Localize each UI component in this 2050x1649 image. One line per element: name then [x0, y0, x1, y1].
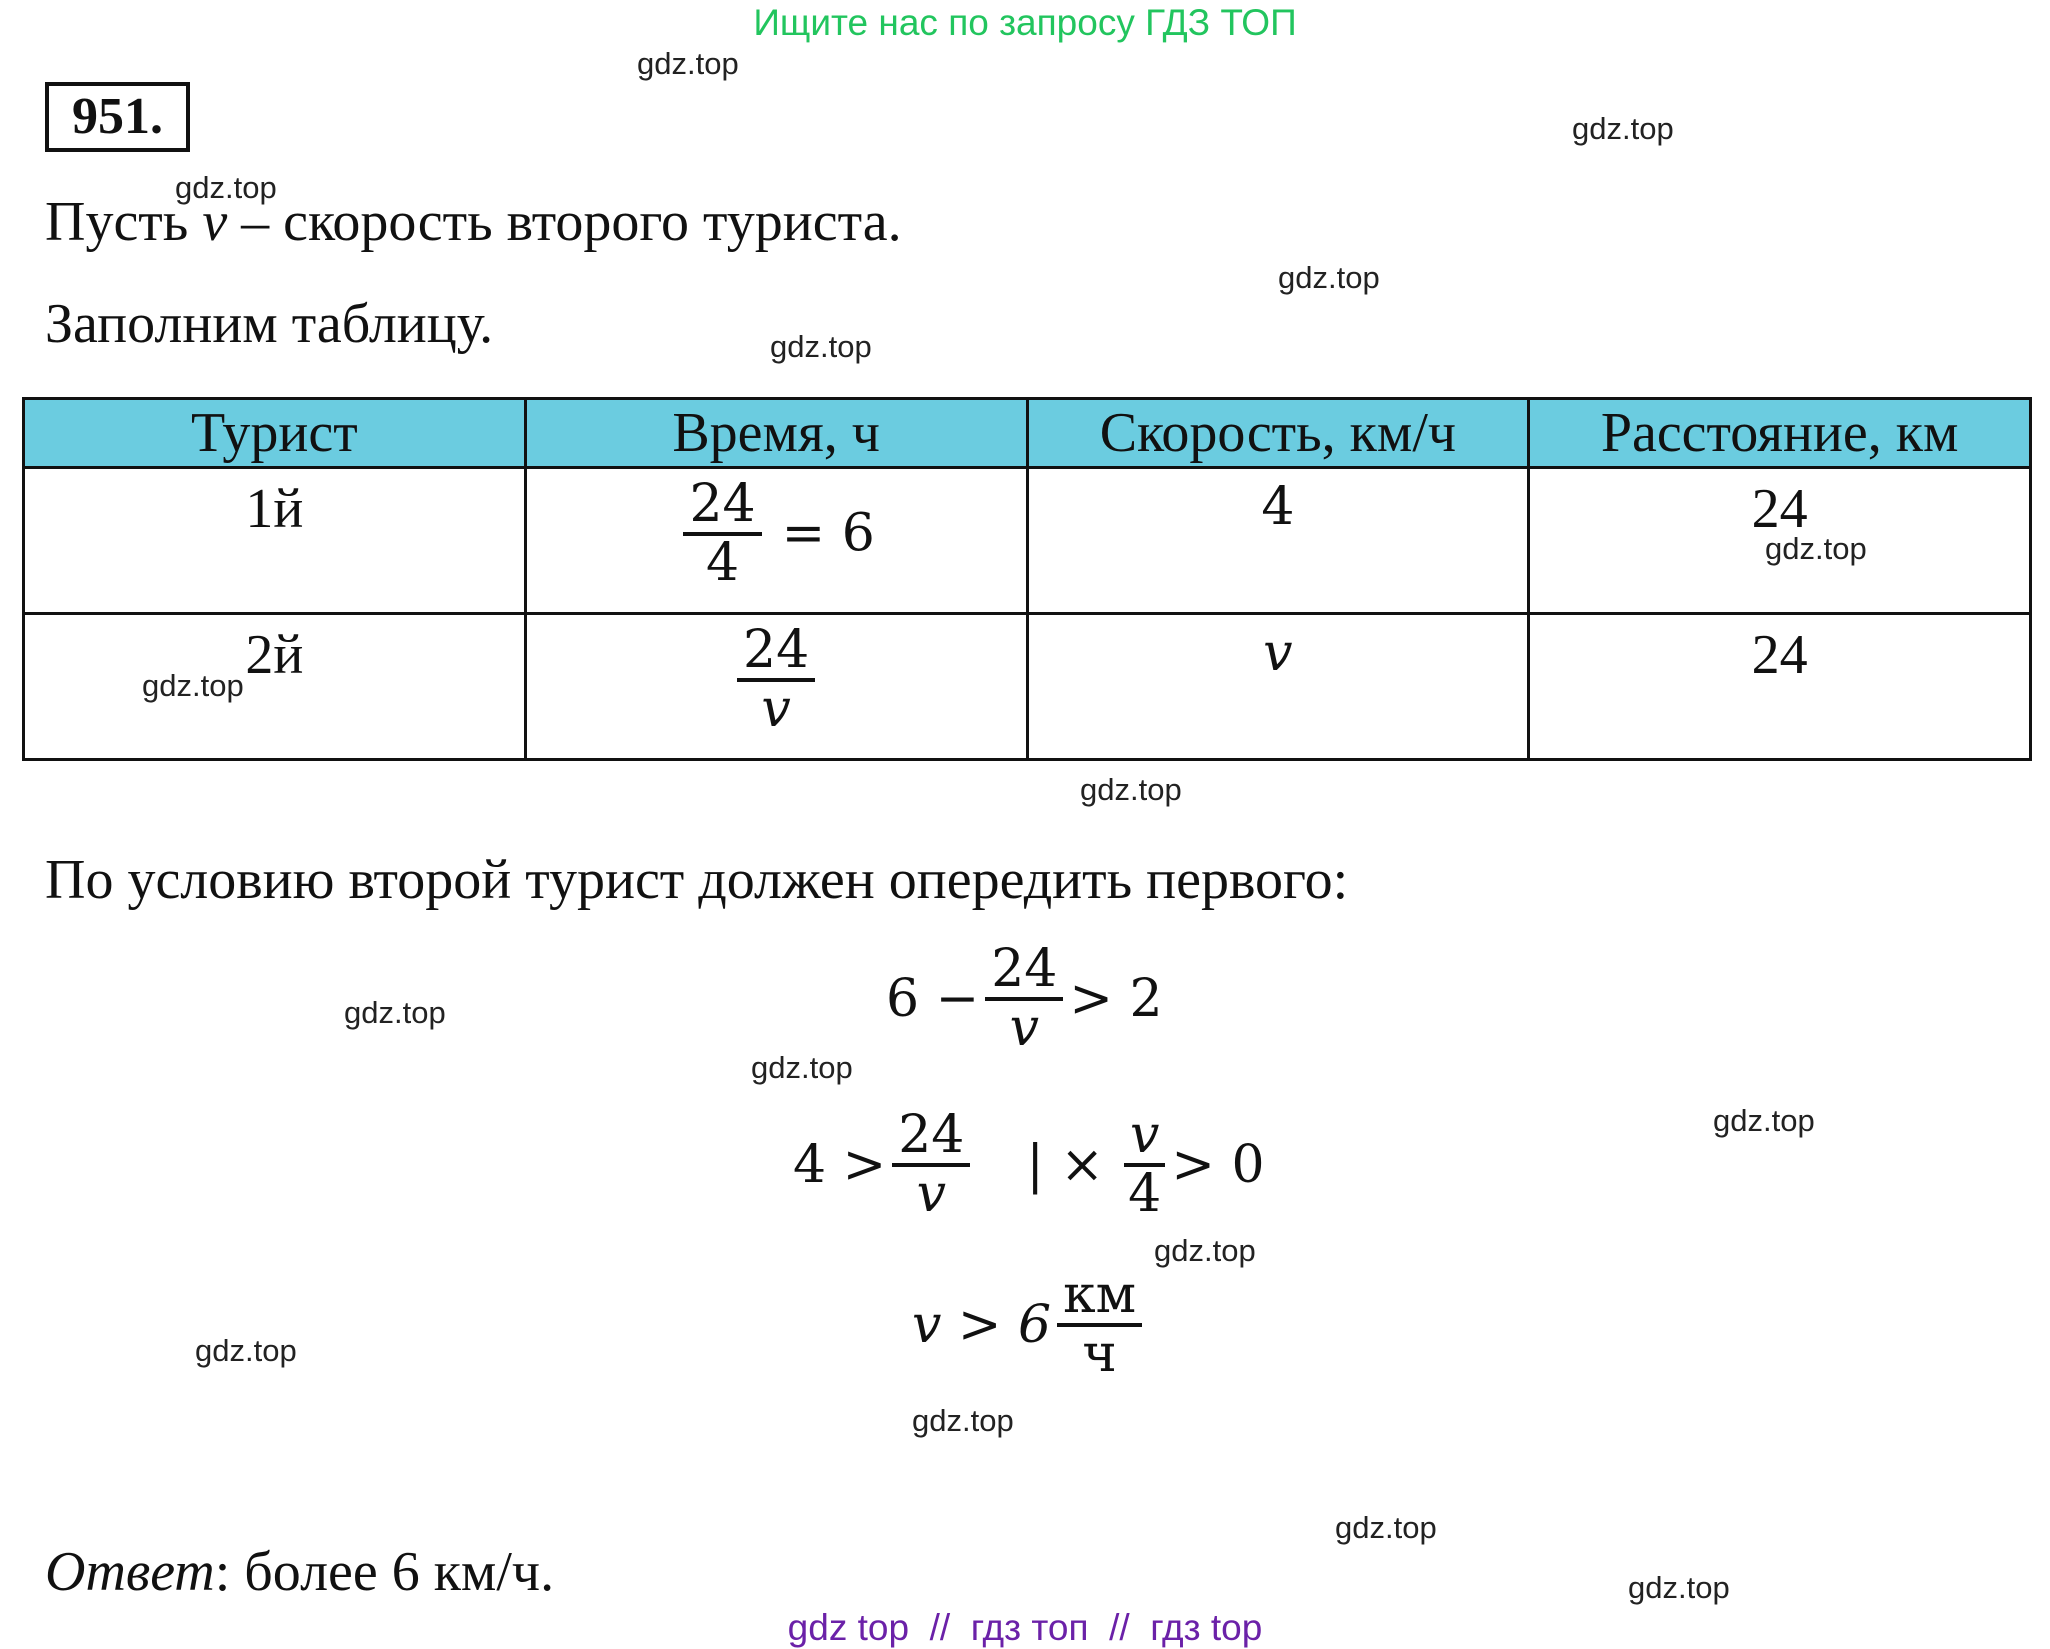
watermark: gdz.top [1080, 772, 1182, 807]
watermark: gdz.top [142, 668, 244, 703]
header-speed: Скорость, км/ч [1027, 399, 1529, 468]
intro-part1: Пусть [45, 191, 203, 253]
inequality-left: 4 > [793, 1134, 887, 1195]
problem-number: 951. [45, 82, 190, 152]
multiplier-fraction [1124, 1105, 1165, 1224]
inequality-fraction [892, 1105, 970, 1224]
watermark: gdz.top [1628, 1570, 1730, 1605]
watermark: gdz.top [1572, 111, 1674, 146]
watermark: gdz.top [175, 170, 277, 205]
header-tourist: Турист [24, 399, 526, 468]
fraction-numerator: v [1124, 1108, 1165, 1167]
fraction-numerator: 24 [683, 477, 761, 536]
watermark: gdz.top [912, 1403, 1014, 1438]
intro-part2: – скорость второго туриста. [227, 191, 902, 253]
watermark: gdz.top [637, 46, 739, 81]
cell-speed: 4 [1027, 468, 1529, 614]
cell-time [525, 468, 1027, 614]
fraction-denominator: ч [1082, 1323, 1117, 1384]
tourist-table [22, 397, 2032, 761]
fraction-numerator: км [1057, 1268, 1142, 1327]
fraction-denominator: 4 [705, 532, 740, 593]
watermark: gdz.top [770, 329, 872, 364]
answer-text: : более 6 км/ч. [214, 1541, 555, 1603]
fill-table-text: Заполним таблицу. [45, 293, 494, 355]
time-result: = 6 [781, 503, 875, 564]
fraction-denominator: 4 [1128, 1163, 1162, 1224]
condition-text: По условию второй турист должен опередить первого: [45, 849, 1349, 911]
answer-label: Ответ [45, 1541, 215, 1603]
cell-distance: 24 [1529, 468, 2031, 614]
promo-banner: Ищите нас по запросу ГДЗ ТОП [753, 2, 1297, 43]
watermark: gdz.top [1713, 1103, 1815, 1138]
watermark: gdz.top [1154, 1233, 1256, 1268]
fraction-numerator: 24 [985, 942, 1063, 1001]
fraction-denominator: v [1009, 997, 1039, 1058]
watermark: gdz.top [1335, 1510, 1437, 1545]
watermark: gdz.top [195, 1333, 297, 1368]
cell-speed: v [1027, 614, 1529, 760]
header-time: Время, ч [525, 399, 1027, 468]
intro-sentence [45, 190, 902, 254]
cell-distance: 24 [1529, 614, 2031, 760]
watermark: gdz.top [751, 1050, 853, 1085]
fraction-numerator: 24 [892, 1108, 970, 1167]
watermark: gdz.top [1765, 531, 1867, 566]
cell-tourist: 2й [24, 614, 526, 760]
watermark: gdz.top [1278, 260, 1380, 295]
inequality-1 [886, 939, 1163, 1058]
header-distance: Расстояние, км [1529, 399, 2031, 468]
inequality-right: > 2 [1069, 968, 1163, 1029]
inequality-left: 6 − [886, 968, 980, 1029]
intro-variable: v [202, 191, 228, 253]
inequality-left: v > 6 [912, 1294, 1052, 1355]
footer-watermark: gdz top // гдз топ // гдз top [787, 1607, 1263, 1648]
answer-line [45, 1540, 554, 1604]
table-row [24, 614, 2031, 760]
time-fraction [683, 474, 761, 593]
cell-tourist: 1й [24, 468, 526, 614]
table-header-row [24, 399, 2031, 468]
fraction-denominator: v [916, 1163, 946, 1224]
time-fraction [737, 620, 815, 739]
inequality-3 [912, 1265, 1148, 1384]
inequality-fraction [985, 939, 1063, 1058]
multiply-marker: | × [1026, 1134, 1104, 1195]
fraction-denominator: v [761, 678, 791, 739]
fraction-numerator: 24 [737, 623, 815, 682]
table-row [24, 468, 2031, 614]
unit-fraction [1057, 1265, 1142, 1384]
cell-time [525, 614, 1027, 760]
inequality-2 [793, 1105, 1265, 1224]
watermark: gdz.top [344, 995, 446, 1030]
inequality-right: > 0 [1171, 1134, 1265, 1195]
